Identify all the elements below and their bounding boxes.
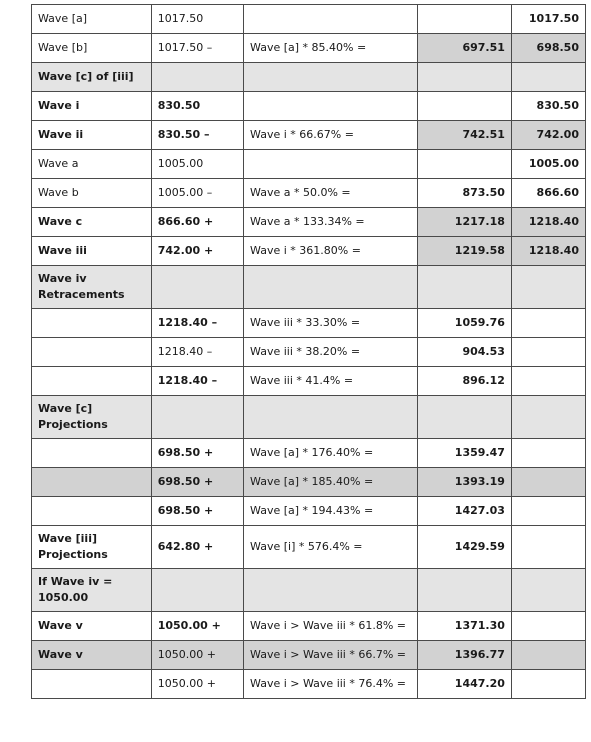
table-row [32, 641, 586, 670]
cell-start-value: 698.50 + [151, 468, 243, 497]
cell-wave-label [32, 367, 152, 396]
table-row [32, 309, 586, 338]
cell-start-value: 1218.40 – [151, 309, 243, 338]
cell-wave-label: Wave [c] Projections [32, 396, 152, 439]
cell-start-value: 830.50 – [151, 121, 243, 150]
cell-formula [244, 266, 418, 309]
table-body [32, 5, 586, 699]
cell-wave-label: Wave c [32, 208, 152, 237]
cell-formula: Wave i * 361.80% = [244, 237, 418, 266]
cell-result: 1393.19 [417, 468, 511, 497]
table-row [32, 670, 586, 699]
cell-result: 1359.47 [417, 439, 511, 468]
cell-formula: Wave iii * 33.30% = [244, 309, 418, 338]
cell-formula: Wave [a] * 185.40% = [244, 468, 418, 497]
cell-result: 697.51 [417, 34, 511, 63]
cell-start-value: 1050.00 + [151, 670, 243, 699]
cell-start-value: 1005.00 [151, 150, 243, 179]
cell-final-value: 1017.50 [511, 5, 585, 34]
cell-wave-label: Wave iv Retracements [32, 266, 152, 309]
cell-result [417, 150, 511, 179]
cell-result: 1396.77 [417, 641, 511, 670]
cell-start-value: 1218.40 – [151, 367, 243, 396]
cell-wave-label: Wave [a] [32, 5, 152, 34]
cell-final-value: 866.60 [511, 179, 585, 208]
cell-formula: Wave i > Wave iii * 61.8% = [244, 612, 418, 641]
cell-wave-label: If Wave iv = 1050.00 [32, 569, 152, 612]
cell-wave-label: Wave iii [32, 237, 152, 266]
cell-start-value [151, 569, 243, 612]
cell-start-value: 1218.40 – [151, 338, 243, 367]
cell-formula [244, 5, 418, 34]
cell-final-value [511, 468, 585, 497]
cell-result [417, 396, 511, 439]
cell-final-value [511, 526, 585, 569]
cell-wave-label [32, 439, 152, 468]
cell-start-value: 1050.00 + [151, 641, 243, 670]
table-row [32, 208, 586, 237]
cell-wave-label [32, 338, 152, 367]
table-row [32, 179, 586, 208]
cell-start-value: 866.60 + [151, 208, 243, 237]
cell-wave-label [32, 309, 152, 338]
cell-formula: Wave [i] * 576.4% = [244, 526, 418, 569]
cell-result: 1429.59 [417, 526, 511, 569]
cell-wave-label: Wave [c] of [iii] [32, 63, 152, 92]
table-row [32, 569, 586, 612]
cell-final-value [511, 612, 585, 641]
cell-final-value [511, 338, 585, 367]
cell-formula: Wave i * 66.67% = [244, 121, 418, 150]
cell-final-value [511, 497, 585, 526]
cell-start-value: 1017.50 – [151, 34, 243, 63]
cell-wave-label: Wave v [32, 612, 152, 641]
cell-result: 1059.76 [417, 309, 511, 338]
cell-result: 1371.30 [417, 612, 511, 641]
cell-formula: Wave a * 133.34% = [244, 208, 418, 237]
cell-wave-label [32, 468, 152, 497]
table-row [32, 121, 586, 150]
table-row [32, 612, 586, 641]
table-row [32, 497, 586, 526]
cell-formula: Wave a * 50.0% = [244, 179, 418, 208]
cell-wave-label: Wave [b] [32, 34, 152, 63]
cell-start-value: 698.50 + [151, 439, 243, 468]
cell-final-value: 1218.40 [511, 208, 585, 237]
cell-formula: Wave [a] * 85.40% = [244, 34, 418, 63]
cell-final-value [511, 569, 585, 612]
fibonacci-projection-table [31, 4, 586, 699]
cell-final-value [511, 641, 585, 670]
table-row [32, 526, 586, 569]
cell-final-value [511, 396, 585, 439]
cell-start-value: 830.50 [151, 92, 243, 121]
cell-formula: Wave iii * 38.20% = [244, 338, 418, 367]
cell-final-value: 830.50 [511, 92, 585, 121]
cell-result: 1427.03 [417, 497, 511, 526]
cell-formula: Wave i > Wave iii * 66.7% = [244, 641, 418, 670]
cell-result [417, 92, 511, 121]
cell-wave-label: Wave v [32, 641, 152, 670]
cell-formula: Wave i > Wave iii * 76.4% = [244, 670, 418, 699]
cell-wave-label: Wave [iii] Projections [32, 526, 152, 569]
table-row [32, 367, 586, 396]
cell-result: 1219.58 [417, 237, 511, 266]
cell-result: 742.51 [417, 121, 511, 150]
table-row [32, 237, 586, 266]
table-row [32, 150, 586, 179]
cell-formula [244, 569, 418, 612]
table-row [32, 63, 586, 92]
cell-result [417, 63, 511, 92]
cell-final-value [511, 367, 585, 396]
cell-wave-label [32, 497, 152, 526]
cell-result [417, 569, 511, 612]
table-row [32, 34, 586, 63]
cell-final-value [511, 63, 585, 92]
cell-result: 1217.18 [417, 208, 511, 237]
cell-final-value [511, 266, 585, 309]
cell-final-value: 698.50 [511, 34, 585, 63]
cell-start-value: 642.80 + [151, 526, 243, 569]
cell-formula: Wave [a] * 194.43% = [244, 497, 418, 526]
cell-result: 1447.20 [417, 670, 511, 699]
table-row [32, 266, 586, 309]
cell-start-value: 1050.00 + [151, 612, 243, 641]
cell-final-value [511, 439, 585, 468]
cell-result: 904.53 [417, 338, 511, 367]
cell-wave-label: Wave ii [32, 121, 152, 150]
cell-start-value: 742.00 + [151, 237, 243, 266]
table-row [32, 439, 586, 468]
cell-wave-label: Wave b [32, 179, 152, 208]
cell-wave-label [32, 670, 152, 699]
cell-start-value [151, 63, 243, 92]
cell-start-value: 1005.00 – [151, 179, 243, 208]
cell-formula [244, 396, 418, 439]
cell-final-value: 1005.00 [511, 150, 585, 179]
cell-final-value [511, 309, 585, 338]
cell-formula [244, 63, 418, 92]
cell-final-value: 1218.40 [511, 237, 585, 266]
cell-start-value: 1017.50 [151, 5, 243, 34]
table-row [32, 396, 586, 439]
cell-result: 873.50 [417, 179, 511, 208]
table-row [32, 5, 586, 34]
cell-formula: Wave [a] * 176.40% = [244, 439, 418, 468]
cell-wave-label: Wave i [32, 92, 152, 121]
cell-wave-label: Wave a [32, 150, 152, 179]
cell-formula: Wave iii * 41.4% = [244, 367, 418, 396]
cell-start-value [151, 266, 243, 309]
cell-start-value [151, 396, 243, 439]
table-row [32, 468, 586, 497]
cell-start-value: 698.50 + [151, 497, 243, 526]
cell-formula [244, 150, 418, 179]
cell-final-value [511, 670, 585, 699]
cell-result [417, 266, 511, 309]
table-row [32, 338, 586, 367]
cell-result [417, 5, 511, 34]
cell-formula [244, 92, 418, 121]
table-row [32, 92, 586, 121]
cell-final-value: 742.00 [511, 121, 585, 150]
cell-result: 896.12 [417, 367, 511, 396]
